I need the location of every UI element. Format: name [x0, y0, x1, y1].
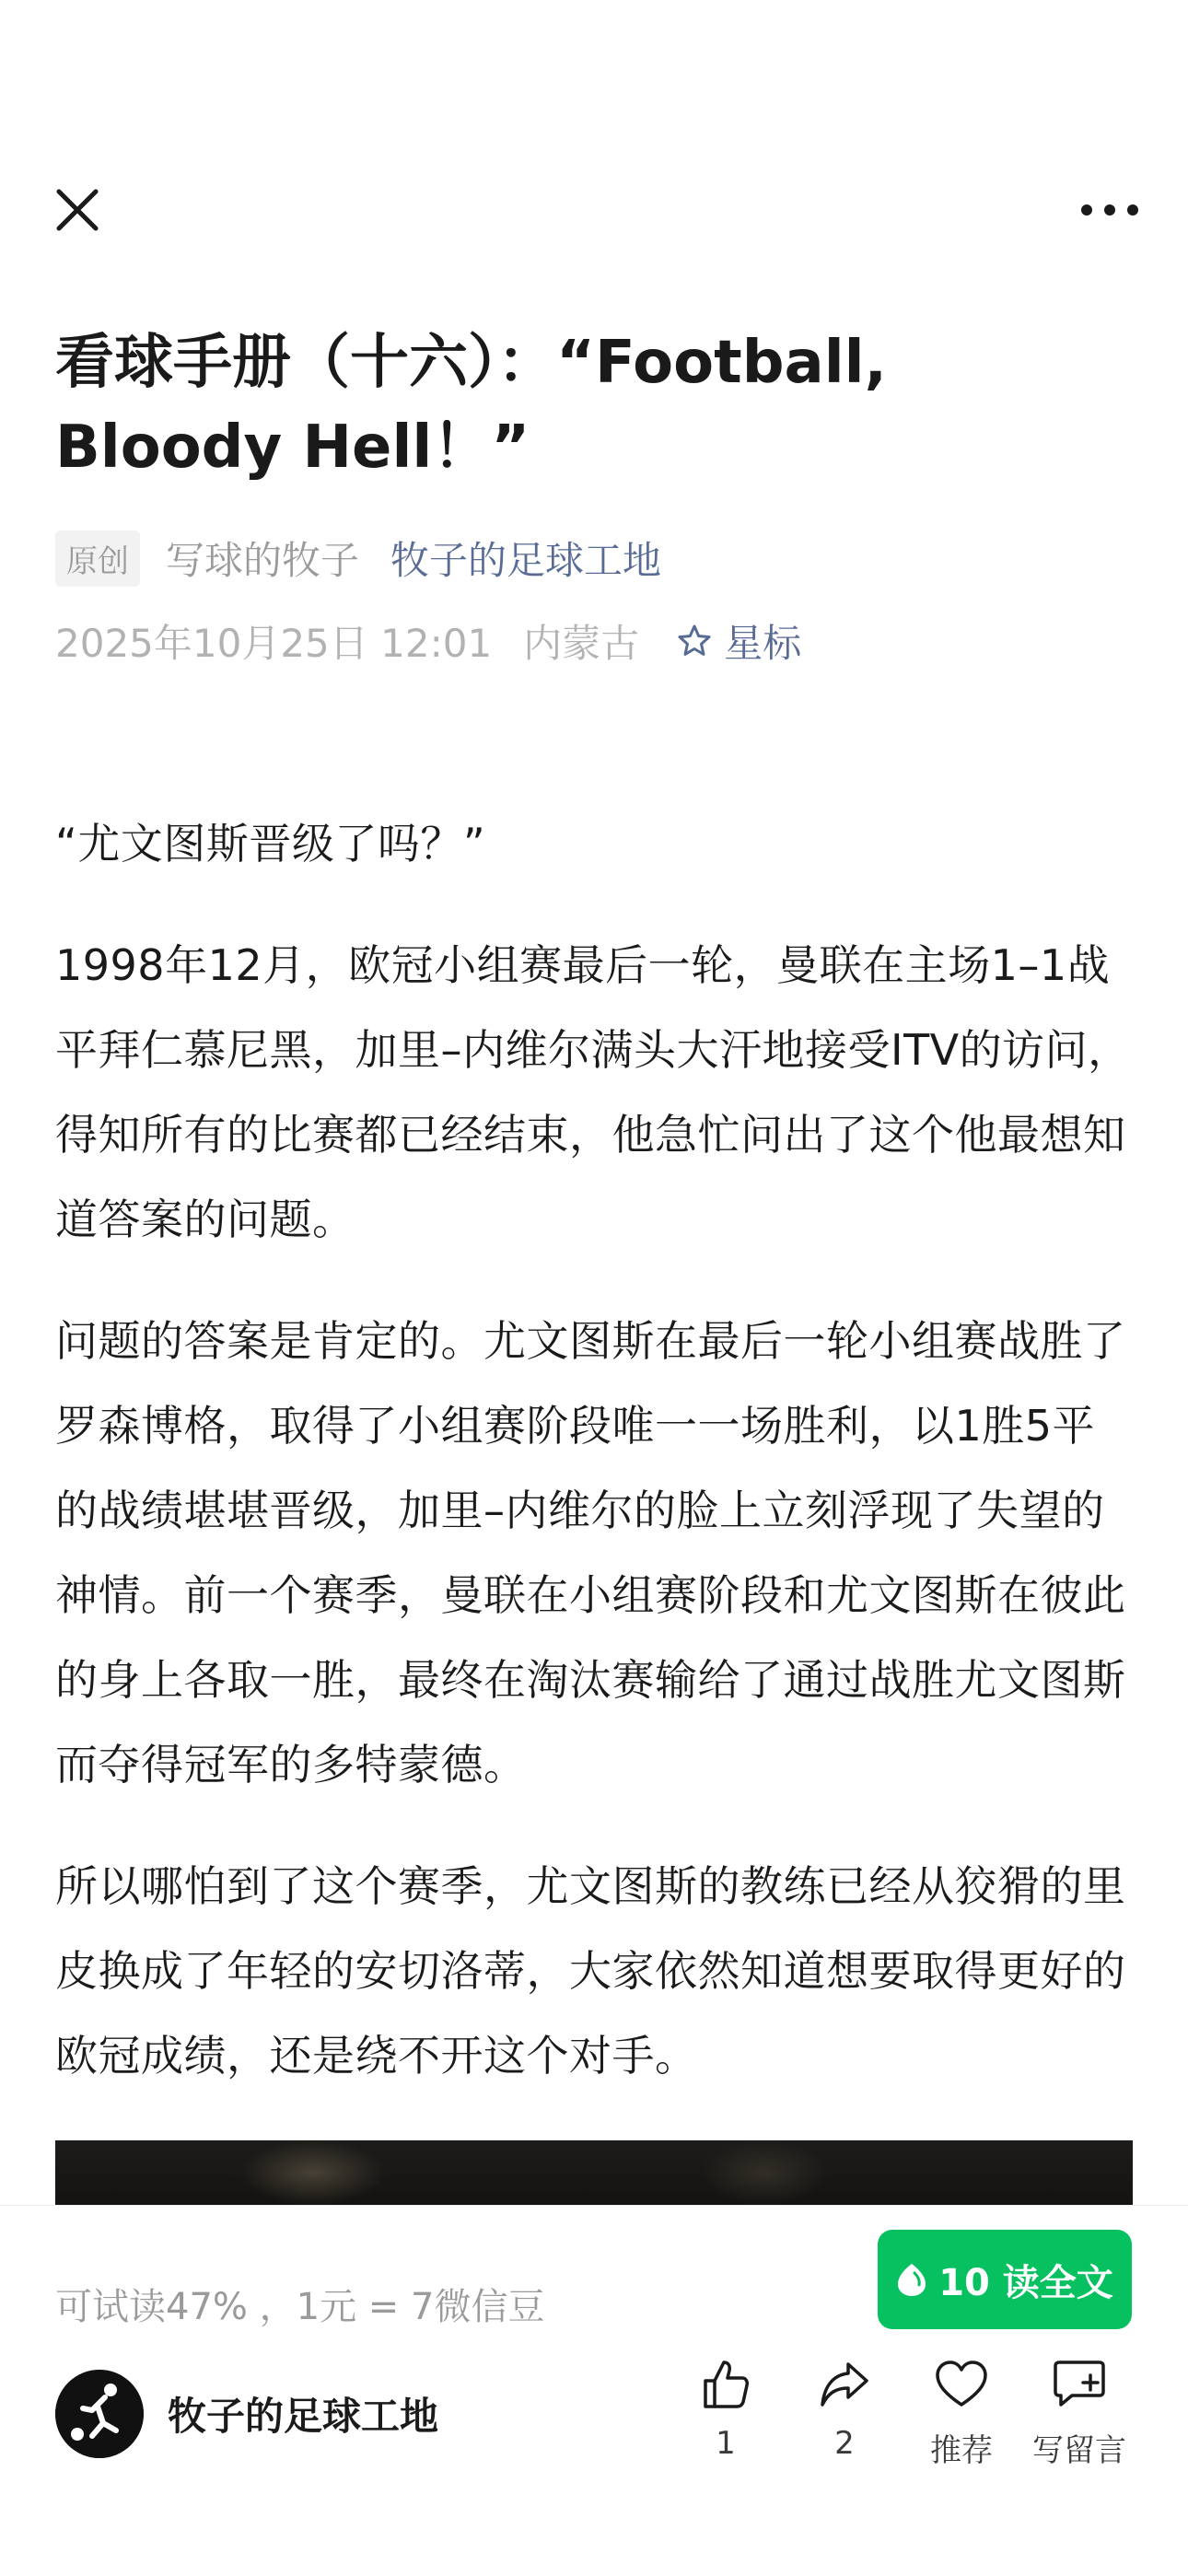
paragraph: 1998年12月，欧冠小组赛最后一轮，曼联在主场1–1战平拜仁慕尼黑，加里–内维尔满头大汗地接受ITV的访问，得知所有的比赛都已经结束，他急忙问出了这个他最想知道答案的问题。 — [55, 940, 1131, 1244]
article-meta — [55, 529, 661, 588]
heart-icon — [934, 2357, 989, 2412]
bottom-panel — [0, 2205, 1188, 2576]
article-date-row — [55, 612, 801, 670]
more-button[interactable] — [1077, 193, 1142, 227]
star-label: 星标 — [724, 621, 802, 666]
share-count: 2 — [834, 2425, 855, 2462]
share-button[interactable] — [780, 2357, 909, 2462]
article-image — [55, 2140, 1133, 2205]
recommend-label: 推荐 — [930, 2432, 993, 2469]
paragraph: “尤文图斯晋级了吗？” — [55, 819, 486, 868]
top-bar — [0, 0, 1188, 276]
paragraph: 问题的答案是肯定的。尤文图斯在最后一轮小组赛战胜了罗森博格，取得了小组赛阶段唯一一场胜利，以1胜5平的战绩堪堪晋级，加里–内维尔的脸上立刻浮现了失望的神情。前一个赛季，曼联在小组赛阶段和尤文图斯在彼此的身上各取一胜，最终在淘汰赛输给了通过战胜尤文图斯而夺得冠军的多特蒙德。 — [55, 1316, 1126, 1789]
publish-location: 内蒙古 — [523, 621, 640, 666]
close-icon — [48, 181, 107, 239]
article-content — [55, 801, 1133, 2135]
thumbs-up-icon — [698, 2357, 753, 2412]
like-count: 1 — [716, 2425, 736, 2462]
account-link[interactable]: 牧子的足球工地 — [390, 538, 662, 583]
close-button[interactable] — [48, 181, 107, 239]
comment-label: 写留言 — [1032, 2432, 1126, 2469]
soccer-player-icon — [55, 2370, 144, 2458]
avatar[interactable] — [55, 2370, 144, 2458]
article-title: 看球手册（十六）：“Football, Bloody Hell！” — [55, 329, 887, 482]
author-name: 写球的牧子 — [166, 538, 360, 583]
image-highlight — [239, 2140, 387, 2205]
recommend-button[interactable] — [897, 2357, 1026, 2470]
publish-date: 2025年10月25日 12:01 — [55, 621, 493, 666]
account-name: 牧子的足球工地 — [168, 2394, 439, 2439]
read-full-button[interactable] — [878, 2230, 1132, 2329]
star-button[interactable] — [676, 613, 801, 669]
star-icon — [676, 623, 713, 659]
paragraph: 所以哪怕到了这个赛季，尤文图斯的教练已经从狡猾的里皮换成了年轻的安切洛蒂，大家依然知道想要取得更好的欧冠成绩，还是绕不开这个对手。 — [55, 1861, 1126, 2081]
read-full-label: 10 读全文 — [938, 2261, 1113, 2304]
bean-icon — [896, 2262, 927, 2297]
image-highlight — [700, 2140, 829, 2205]
original-badge: 原创 — [55, 530, 140, 587]
like-button[interactable] — [661, 2357, 790, 2462]
comment-button[interactable] — [1015, 2357, 1144, 2470]
trial-info: 可试读47% ，1元 = 7微信豆 — [55, 2286, 545, 2328]
account-row[interactable] — [55, 2368, 438, 2460]
more-dots-icon — [1077, 193, 1142, 227]
comment-icon — [1050, 2357, 1109, 2412]
share-icon — [817, 2357, 872, 2412]
